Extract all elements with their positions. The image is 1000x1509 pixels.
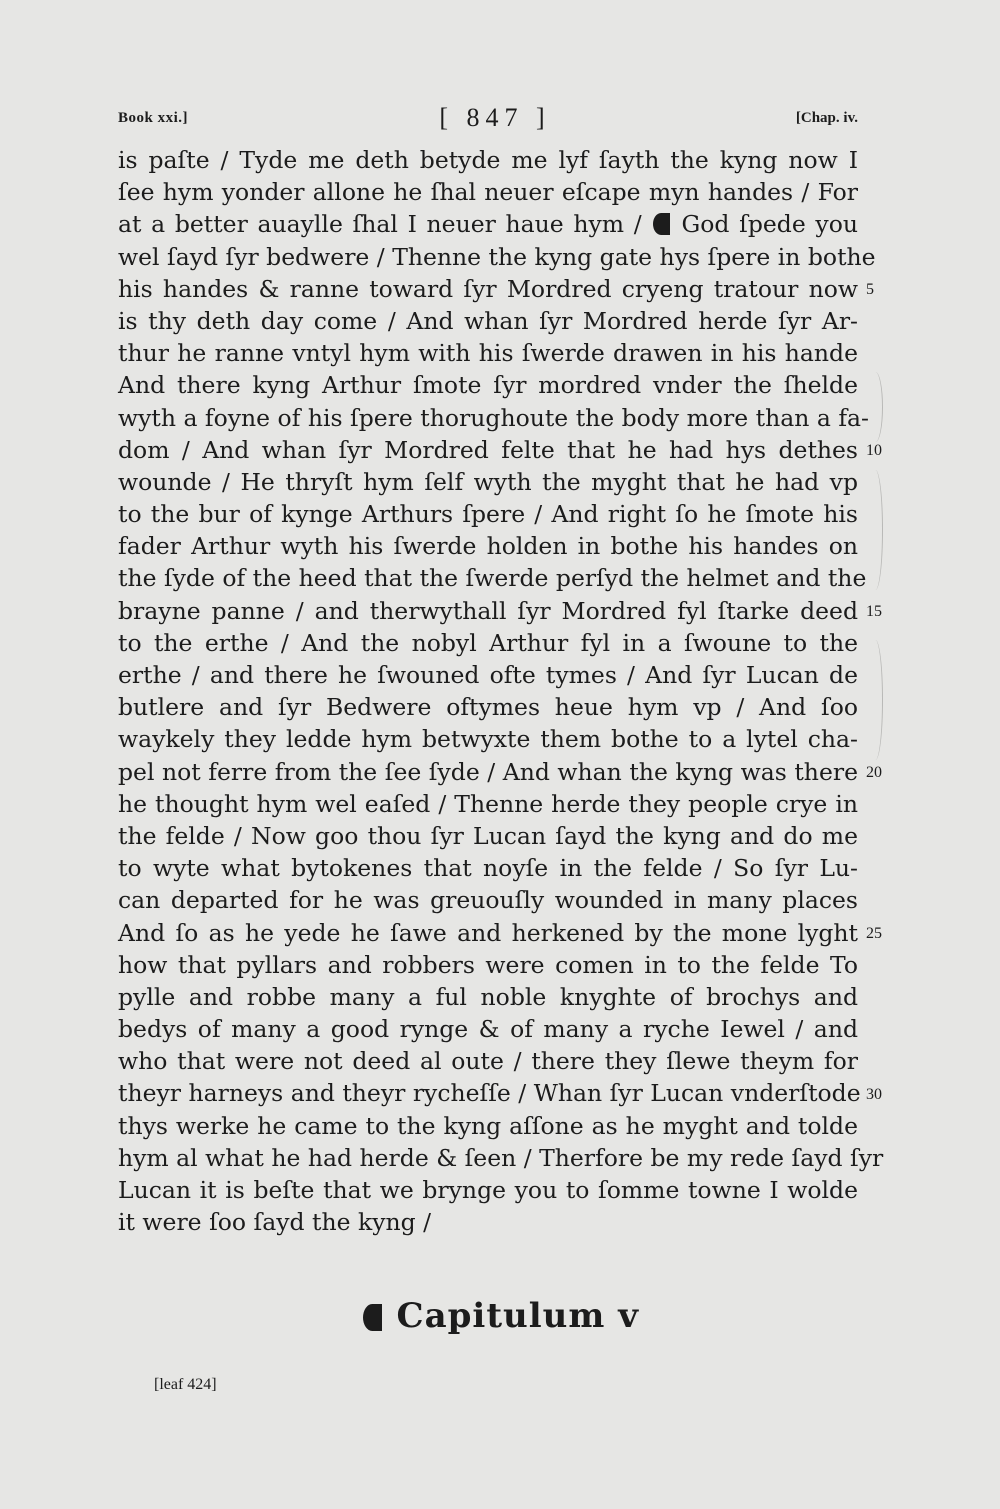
pilcrow-icon [653,213,669,235]
text-line: hym al what he had herde & ſeen / Therfore be my rede ſayd ſyr [118,1143,884,1172]
text-line: theyr harneys and theyr rycheſſe / Whan ſyr Lucan vnderſtode [118,1079,861,1108]
margin-bracket-mark [868,470,883,590]
text-line: And there kyng Arthur ſmote ſyr mordred vnder the ſhelde [118,371,858,400]
page-number: [ 847 ] [439,103,551,132]
text-line: wounde / He thryſt hym ſelf wyth the myght that he had vp [118,467,858,496]
pilcrow-icon [363,1304,382,1331]
text-line: it were ſoo ſayd the kyng / [118,1208,432,1237]
line-number: 30 [866,1085,882,1103]
text-line: to the erthe / And the nobyl Arthur fyl in a ſwoune to the [118,628,858,657]
margin-bracket-mark [868,372,883,442]
text-line: fader Arthur wyth his ſwerde holden in bothe his handes on [118,532,858,561]
line-number: 5 [866,280,874,298]
text-line-part: at a better auaylle ſhal I neuer haue hym / [118,210,642,239]
leaf-note: [leaf 424] [154,1376,217,1393]
running-head-book: Book xxi.] [118,110,189,126]
text-line: wyth a foyne of his ſpere thorughoute the body more than a fa- [118,403,869,432]
text-line: he thought hym wel eaſed / Thenne herde they people crye in [118,789,858,818]
text-line: And ſo as he yede he ſawe and herkened by the mone lyght [118,918,858,947]
running-head-chapter: [Chap. iv. [795,110,858,126]
text-line: to wyte what bytokenes that noyſe in the felde / So ſyr Lu- [118,854,858,883]
line-number: 25 [866,924,882,942]
line-number: 20 [866,763,882,781]
margin-bracket-mark [868,640,883,760]
chapter-heading-text: Capitulum v [396,1296,639,1336]
text-line: is thy deth day come / And whan ſyr Mordred herde ſyr Ar- [118,306,858,335]
text-line-part: God ſpede you [681,210,858,239]
text-line: his handes & ranne toward ſyr Mordred cryeng tratour now [118,274,858,303]
text-line: the felde / Now goo thou ſyr Lucan ſayd the kyng and do me [118,821,858,850]
text-line: butlere and ſyr Bedwere oftymes heue hym vp / And ſoo [118,693,858,722]
text-line: thys werke he came to the kyng aſſone as he myght and tolde [118,1111,858,1140]
text-line: bedys of many a good rynge & of many a ryche Iewel / and [118,1015,858,1044]
text-line: who that were not deed al oute / there they ſlewe theym for [118,1047,858,1076]
text-line: dom / And whan ſyr Mordred felte that he had hys dethes [118,435,858,464]
text-line: pylle and robbe many a ful noble knyghte of brochys and [118,982,858,1011]
text-line: waykely they ledde hym betwyxte them bothe to a lytel cha- [118,725,858,754]
text-line: how that pyllars and robbers were comen in to the felde To [118,950,858,979]
text-line: thur he ranne vntyl hym with his ſwerde drawen in his hande [118,339,858,368]
text-line: pel not ferre from the ſee ſyde / And whan the kyng was there [118,757,858,786]
chapter-heading [0,1296,1000,1336]
text-line: to the bur of kynge Arthurs ſpere / And right ſo he ſmote his [118,500,858,529]
text-line [118,208,858,240]
text-line: the ſyde of the heed that the ſwerde perſyd the helmet and the [118,564,867,593]
text-line: brayne panne / and therwythall ſyr Mordred fyl ſtarke deed [118,596,858,625]
text-line: ſee hym yonder allone he ſhal neuer eſcape myn handes / For [118,178,858,207]
text-line: Lucan it is beſte that we brynge you to ſomme towne I wolde [118,1176,858,1204]
text-line: is paſte / Tyde me deth betyde me lyf ſayth the kyng now I [118,146,858,174]
text-line: erthe / and there he ſwouned ofte tymes / And ſyr Lucan de [118,661,858,689]
text-line: can departed for he was greuouſly wounded in many places [118,886,858,915]
text-line: wel ſayd ſyr bedwere / Thenne the kyng gate hys ſpere in bothe [118,242,876,271]
line-number: 10 [866,441,882,459]
line-number: 15 [866,602,882,620]
